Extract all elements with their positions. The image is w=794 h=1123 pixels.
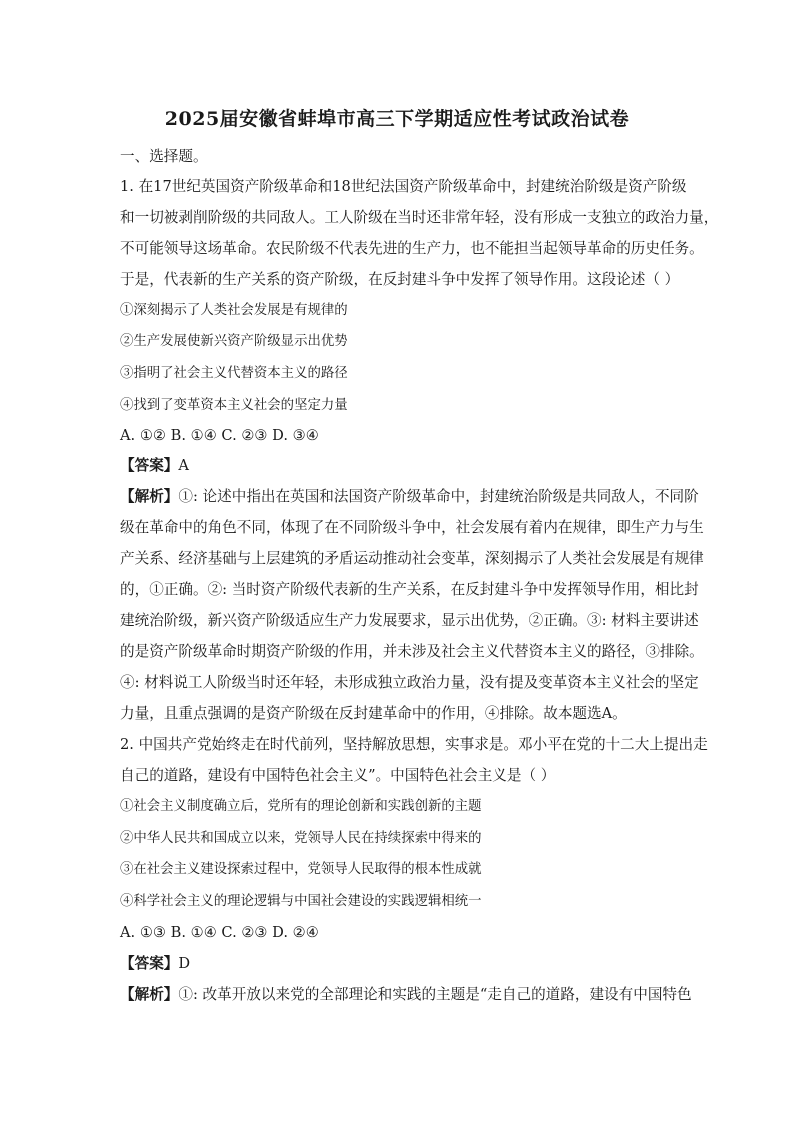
q1-analysis-line-6: 的是资产阶级革命时期资产阶级的作用，并未涉及社会主义代替资本主义的路径，③排除。 (120, 643, 704, 660)
section-heading: 一、选择题。 (120, 148, 208, 165)
q2-analysis-line-1 (120, 985, 692, 1005)
page-title: 2025届安徽省蚌埠市高三下学期适应性考试政治试卷 (164, 108, 630, 130)
q2-option-4: ④科学社会主义的理论逻辑与中国社会建设的实践逻辑相统一 (120, 894, 482, 909)
q1-option-4: ④找到了变革资本主义社会的坚定力量 (120, 398, 348, 413)
q1-analysis-line-1 (120, 487, 699, 507)
q1-stem-line-2: 和一切被剥削阶级的共同敌人。工人阶级在当时还非常年轻，没有形成一支独立的政治力量， (120, 209, 719, 226)
q1-analysis-line-7: ④: 材料说工人阶级当时还年轻，未形成独立政治力量，没有提及变革资本主义社会的坚定 (120, 674, 699, 691)
q1-analysis-text-1: ①: 论述中指出在英国和法国资产阶级革命中，封建统治阶级是共同敌人，不同阶 (178, 488, 699, 505)
q1-analysis-line-8: 力量，且重点强调的是资产阶级在反封建革命中的作用，④排除。故本题选A。 (120, 705, 627, 722)
q2-option-1: ①社会主义制度确立后，党所有的理论创新和实践创新的主题 (120, 799, 482, 814)
q1-analysis-line-5: 建统治阶级，新兴资产阶级适应生产力发展要求，显示出优势，②正确。③: 材料主要讲述 (120, 612, 699, 629)
q1-analysis-line-3: 产关系、经济基础与上层建筑的矛盾运动推动社会变革，深刻揭示了人类社会发展是有规律 (120, 550, 704, 567)
q1-analysis-line-4: 的，①正确。②: 当时资产阶级代表新的生产关系，在反封建斗争中发挥领导作用，相比封 (120, 581, 699, 598)
q1-stem-line-3: 不可能领导这场革命。农民阶级不代表先进的生产力，也不能担当起领导革命的历史任务。 (120, 240, 704, 257)
q2-choices: A. ①③ B. ①④ C. ②③ D. ②④ (120, 924, 319, 941)
q2-analysis-label: 【解析】 (120, 986, 179, 1003)
q1-analysis-label: 【解析】 (120, 488, 179, 505)
q2-stem-line-2: 自己的道路，建设有中国特色社会主义”。中国特色社会主义是（ ） (120, 767, 556, 784)
q2-stem-line-1: 2. 中国共产党始终走在时代前列，坚持解放思想，实事求是。邓小平在党的十二大上提出走 (120, 736, 708, 753)
q2-analysis-text-1: ①: 改革开放以来党的全部理论和实践的主题是“走自己的道路，建设有中国特色 (178, 986, 692, 1003)
q1-stem-line-4: 于是，代表新的生产关系的资产阶级，在反封建斗争中发挥了领导作用。这段论述（ ） (120, 271, 680, 288)
q1-answer-value: A (178, 457, 189, 474)
q2-answer-label: 【答案】 (120, 955, 179, 972)
q1-option-2: ②生产发展使新兴资产阶级显示出优势 (120, 334, 348, 349)
q2-option-3: ③在社会主义建设探索过程中，党领导人民取得的根本性成就 (120, 862, 482, 877)
q1-choices: A. ①② B. ①④ C. ②③ D. ③④ (120, 427, 319, 444)
q1-analysis-line-2: 级在革命中的角色不同，体现了在不同阶级斗争中，社会发展有着内在规律，即生产力与生 (120, 519, 704, 536)
q1-stem-line-1: 1. 在17世纪英国资产阶级革命和18世纪法国资产阶级革命中，封建统治阶级是资产阶级 (120, 178, 687, 195)
q2-option-2: ②中华人民共和国成立以来，党领导人民在持续探索中得来的 (120, 831, 482, 846)
q2-answer-value: D (178, 955, 191, 972)
q1-answer (120, 456, 189, 476)
q1-option-3: ③指明了社会主义代替资本主义的路径 (120, 366, 348, 381)
q1-option-1: ①深刻揭示了人类社会发展是有规律的 (120, 303, 348, 318)
q2-answer (120, 954, 190, 974)
q1-answer-label: 【答案】 (120, 457, 179, 474)
